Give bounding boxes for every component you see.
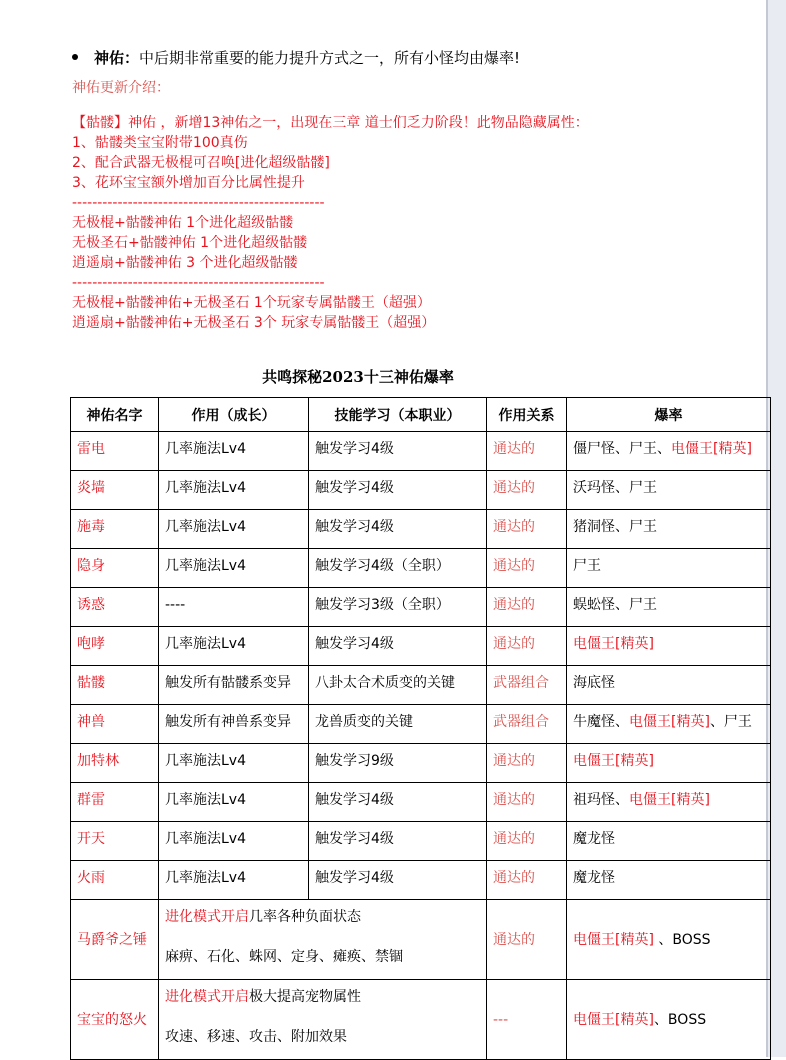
bullet-dot-icon <box>72 54 78 60</box>
drop-cell <box>567 783 771 822</box>
relation-cell: 武器组合 <box>487 705 567 744</box>
effect-text: 极大提高宠物属性 <box>249 989 361 1005</box>
divider-line: -------------------------------------------------- <box>72 275 325 291</box>
drop-text: 魔龙怪 <box>573 870 615 886</box>
bullet-term: 神佑： <box>94 49 140 67</box>
relation-cell: 通达的 <box>487 510 567 549</box>
shenyou-name: 咆哮 <box>71 627 159 666</box>
drop-cell <box>567 432 771 471</box>
combo-line: 逍遥扇+骷髅神佑+无极圣石 3个 玩家专属骷髅王（超强） <box>72 315 436 331</box>
table-row <box>71 666 771 705</box>
drop-text: 沃玛怪、尸王 <box>573 480 657 496</box>
table-row <box>71 588 771 627</box>
drop-text: 猪洞怪、尸王 <box>573 519 657 535</box>
bullet-item <box>72 46 520 70</box>
table-row <box>71 822 771 861</box>
drop-cell <box>567 588 771 627</box>
drop-cell <box>567 510 771 549</box>
drop-elite-text: 电僵王[精英] <box>671 441 752 457</box>
effect-line-2: 攻速、移速、攻击、附加效果 <box>165 1029 347 1045</box>
shenyou-name: 开天 <box>71 822 159 861</box>
relation-cell: 通达的 <box>487 861 567 900</box>
skeleton-title-text: 神佑 ，新增13神佑之一，出现在三章 道士们乏力阶段！此物品隐藏属性： <box>128 115 589 131</box>
combo-line: 无极棍+骷髅神佑 1个进化超级骷髅 <box>72 215 294 231</box>
relation-cell: --- <box>487 980 567 1060</box>
combo-line: 无极圣石+骷髅神佑 1个进化超级骷髅 <box>72 235 308 251</box>
relation-cell: 通达的 <box>487 822 567 861</box>
shenyou-name: 马爵爷之锤 <box>71 900 159 980</box>
skeleton-description <box>72 113 589 193</box>
relation-cell: 通达的 <box>487 744 567 783</box>
relation-cell: 武器组合 <box>487 666 567 705</box>
shenyou-name: 宝宝的怒火 <box>71 980 159 1060</box>
effect-cell: 几率施法Lv4 <box>159 432 309 471</box>
skill-cell: 龙兽质变的关键 <box>309 705 487 744</box>
skill-cell: 触发学习4级 <box>309 861 487 900</box>
table-title: 共鸣探秘2023十三神佑爆率 <box>262 368 454 386</box>
relation-cell: 通达的 <box>487 783 567 822</box>
shenyou-name: 骷髅 <box>71 666 159 705</box>
table-row <box>71 627 771 666</box>
drop-cell <box>567 705 771 744</box>
effect-line <box>165 987 480 1007</box>
drop-cell <box>567 900 771 980</box>
effect-cell: 几率施法Lv4 <box>159 861 309 900</box>
drop-text: 蜈蚣怪、尸王 <box>573 597 657 613</box>
relation-cell: 通达的 <box>487 900 567 980</box>
shenyou-name: 炎墙 <box>71 471 159 510</box>
table-row <box>71 510 771 549</box>
drop-text: 祖玛怪、 <box>573 792 629 808</box>
drop-text: 、BOSS <box>653 931 711 948</box>
drop-text: 、BOSS <box>653 1011 707 1028</box>
drop-text: 牛魔怪、 <box>573 714 629 730</box>
divider-line: -------------------------------------------------- <box>72 195 325 211</box>
relation-cell: 通达的 <box>487 627 567 666</box>
effect-cell: 几率施法Lv4 <box>159 783 309 822</box>
relation-cell: 通达的 <box>487 432 567 471</box>
skill-cell: 触发学习4级 <box>309 432 487 471</box>
drop-text: 魔龙怪 <box>573 831 615 847</box>
shenyou-name: 隐身 <box>71 549 159 588</box>
table-header-row <box>71 398 771 432</box>
skeleton-line: 3、花环宝宝额外增加百分比属性提升 <box>72 175 305 191</box>
drop-cell <box>567 627 771 666</box>
shenyou-name: 火雨 <box>71 861 159 900</box>
drop-text: 海底怪 <box>573 675 615 691</box>
effect-line-2: 麻痹、石化、蛛网、定身、瘫痪、禁锢 <box>165 949 403 965</box>
table-row <box>71 471 771 510</box>
drop-cell <box>567 822 771 861</box>
skeleton-line: 2、配合武器无极棍可召唤[进化超级骷髅] <box>72 155 330 171</box>
effect-text: 几率各种负面状态 <box>249 909 361 925</box>
table-row <box>71 549 771 588</box>
header-cell: 神佑名字 <box>71 398 159 432</box>
skill-cell: 触发学习9级 <box>309 744 487 783</box>
shenyou-name: 神兽 <box>71 705 159 744</box>
shenyou-name: 雷电 <box>71 432 159 471</box>
table-row <box>71 705 771 744</box>
header-cell: 技能学习（本职业） <box>309 398 487 432</box>
effect-cell: 几率施法Lv4 <box>159 549 309 588</box>
effect-cell: 触发所有神兽系变异 <box>159 705 309 744</box>
skill-cell: 触发学习4级 <box>309 627 487 666</box>
drop-elite-text: 电僵王[精英] <box>573 1011 654 1028</box>
skill-cell: 八卦太合术质变的关键 <box>309 666 487 705</box>
skill-cell: 触发学习4级 <box>309 822 487 861</box>
effect-cell <box>159 900 487 980</box>
effect-cell: 几率施法Lv4 <box>159 510 309 549</box>
skill-cell: 触发学习4级 <box>309 510 487 549</box>
table-row <box>71 861 771 900</box>
skill-cell: 触发学习4级 <box>309 471 487 510</box>
relation-cell: 通达的 <box>487 471 567 510</box>
header-cell: 爆率 <box>567 398 771 432</box>
table-row <box>71 900 771 980</box>
table-row <box>71 432 771 471</box>
drop-cell <box>567 861 771 900</box>
effect-cell: 几率施法Lv4 <box>159 627 309 666</box>
skill-cell: 触发学习4级（全职） <box>309 549 487 588</box>
drop-text: 僵尸怪、尸王、 <box>573 441 671 457</box>
effect-cell: 几率施法Lv4 <box>159 822 309 861</box>
evolution-mode-text: 进化模式开启 <box>165 909 249 925</box>
relation-cell: 通达的 <box>487 588 567 627</box>
header-cell: 作用（成长） <box>159 398 309 432</box>
drop-elite-text: 电僵王[精英] <box>573 931 654 948</box>
effect-cell: 几率施法Lv4 <box>159 744 309 783</box>
evolution-mode-text: 进化模式开启 <box>165 989 249 1005</box>
effect-cell: 触发所有骷髅系变异 <box>159 666 309 705</box>
combo-block-1 <box>72 193 435 333</box>
drop-cell <box>567 471 771 510</box>
skill-cell: 触发学习3级（全职） <box>309 588 487 627</box>
shenyou-name: 施毒 <box>71 510 159 549</box>
drop-elite-text: 电僵王[精英] <box>573 753 654 769</box>
skeleton-line: 1、骷髅类宝宝附带100真伤 <box>72 135 248 151</box>
relation-cell: 通达的 <box>487 549 567 588</box>
drop-elite-text: 电僵王[精英] <box>629 714 710 730</box>
update-intro-label: 神佑更新介绍： <box>72 80 170 96</box>
header-cell: 作用关系 <box>487 398 567 432</box>
skeleton-title-bracket: 【骷髅】 <box>72 115 128 131</box>
drop-text-tail: 、尸王 <box>709 714 752 730</box>
shenyou-name: 诱惑 <box>71 588 159 627</box>
shenyou-name: 加特林 <box>71 744 159 783</box>
drop-rate-table <box>70 397 771 1060</box>
combo-line: 逍遥扇+骷髅神佑 3 个进化超级骷髅 <box>72 255 298 271</box>
drop-elite-text: 电僵王[精英] <box>629 792 710 808</box>
drop-cell <box>567 666 771 705</box>
effect-cell <box>159 980 487 1060</box>
table-row <box>71 783 771 822</box>
bullet-text: 中后期非常重要的能力提升方式之一，所有小怪均由爆率! <box>139 49 521 67</box>
drop-cell <box>567 980 771 1060</box>
effect-line <box>165 907 480 927</box>
table-row <box>71 980 771 1060</box>
drop-cell <box>567 744 771 783</box>
drop-text: 尸王 <box>573 558 601 574</box>
combo-line: 无极棍+骷髅神佑+无极圣石 1个玩家专属骷髅王（超强） <box>72 295 431 311</box>
drop-elite-text: 电僵王[精英] <box>573 636 654 652</box>
table-row <box>71 744 771 783</box>
drop-cell <box>567 549 771 588</box>
skill-cell: 触发学习4级 <box>309 783 487 822</box>
shenyou-name: 群雷 <box>71 783 159 822</box>
effect-cell: 几率施法Lv4 <box>159 471 309 510</box>
effect-cell: ---- <box>159 588 309 627</box>
